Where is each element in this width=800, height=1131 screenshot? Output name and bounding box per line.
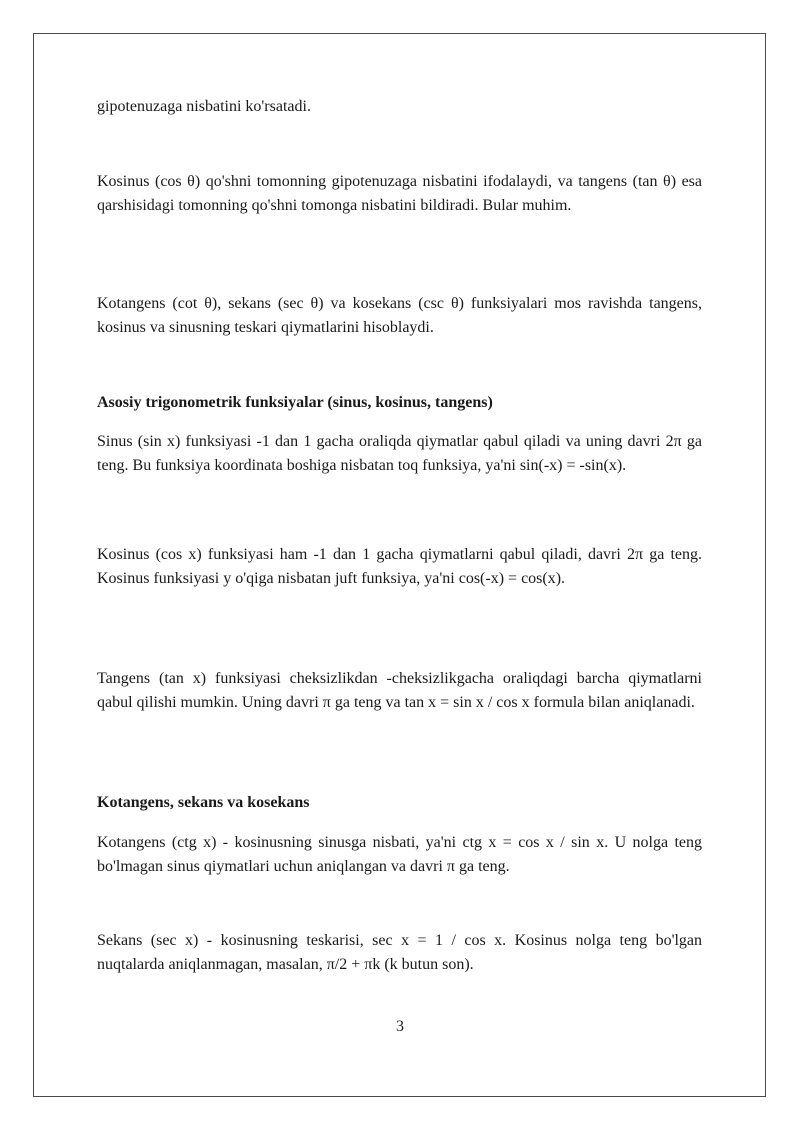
paragraph: gipotenuzaga nisbatini ko'rsatadi. [97, 98, 311, 115]
page-number: 3 [396, 1018, 404, 1035]
paragraph: Kotangens (cot θ), sekans (sec θ) va kosekans (csc θ) funksiyalari mos ravishda tangens, kosinus va sinusning teskari qiymatlarini hisoblaydi. [97, 295, 702, 336]
section-heading: Asosiy trigonometrik funksiyalar (sinus, kosinus, tangens) [97, 394, 493, 411]
paragraph: Sinus (sin x) funksiyasi -1 dan 1 gacha oraliqda qiymatlar qabul qiladi va uning davri 2π ga teng. Bu funksiya koordinata boshiga nisbatan toq funksiya, ya'ni sin(-x) = -sin(x). [97, 433, 702, 474]
paragraph: Kotangens (ctg x) - kosinusning sinusga nisbati, ya'ni ctg x = cos x / sin x. U nolga teng bo'lmagan sinus qiymatlari uchun aniqlangan va davri π ga teng. [97, 834, 702, 875]
paragraph: Tangens (tan x) funksiyasi cheksizlikdan -cheksizlikgacha oraliqdagi barcha qiymatlarni qabul qilishi mumkin. Uning davri π ga teng va tan x = sin x / cos x formula bilan aniqlanadi. [97, 670, 702, 711]
paragraph: Sekans (sec x) - kosinusning teskarisi, sec x = 1 / cos x. Kosinus nolga teng bo'lgan nuqtalarda aniqlanmagan, masalan, π/2 + πk (k butun son). [97, 932, 702, 973]
paragraph: Kosinus (cos x) funksiyasi ham -1 dan 1 gacha qiymatlarni qabul qiladi, davri 2π ga teng. Kosinus funksiyasi y o'qiga nisbatan juft funksiya, ya'ni cos(-x) = cos(x). [97, 546, 702, 587]
paragraph: Kosinus (cos θ) qo'shni tomonning gipotenuzaga nisbatini ifodalaydi, va tangens (tan θ) esa qarshisidagi tomonning qo'shni tomonga nisbatini bildiradi. Bular muhim. [97, 173, 702, 214]
section-heading: Kotangens, sekans va kosekans [97, 794, 310, 811]
